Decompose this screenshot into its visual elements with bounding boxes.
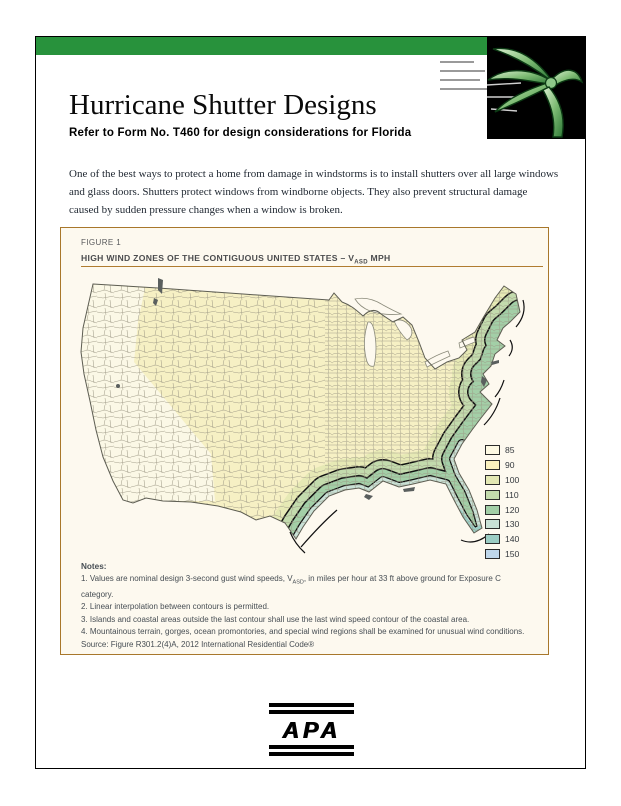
note-4: 4. Mountainous terrain, gorges, ocean promontories, and special wind regions shall be examined for unusual wind conditions. <box>81 627 525 637</box>
header-green-bar <box>36 37 487 55</box>
apa-logo-bar <box>269 710 354 714</box>
legend-swatch-110 <box>485 490 500 500</box>
legend-value: 85 <box>505 445 515 456</box>
notes-label: Notes: <box>81 562 107 571</box>
figure-notes <box>81 562 533 639</box>
legend-value: 120 <box>505 504 520 515</box>
page <box>35 36 586 769</box>
figure-title-rule <box>81 266 543 267</box>
note-1: 1. Values are nominal design 3-second gust wind speeds, $V_{ASD}$, in miles per hour at 33 ft above ground for Exposure C category. <box>81 574 501 599</box>
intro-paragraph: One of the best ways to protect a home from damage in windstorms is to install shutters over all large windows and glass doors. Shutters protect windows from windborne objects. They also prevent structural damage caused by sudden pressure changes when a window is broken. <box>69 168 559 216</box>
legend-row <box>485 517 519 532</box>
legend-value: 150 <box>505 548 520 559</box>
legend-row <box>485 458 519 473</box>
page-subtitle: Refer to Form No. T460 for design considerations for Florida <box>69 127 412 139</box>
legend-swatch-120 <box>485 505 500 515</box>
legend-value: 130 <box>505 519 520 530</box>
legend-swatch-100 <box>485 475 500 485</box>
legend-row <box>485 502 519 517</box>
legend-swatch-150 <box>485 549 500 559</box>
legend-row <box>485 487 519 502</box>
apa-logo <box>269 703 354 756</box>
apa-logo-text: APA <box>282 717 341 743</box>
map-legend <box>485 443 519 561</box>
figure-1-panel <box>60 227 549 655</box>
legend-swatch-130 <box>485 519 500 529</box>
apa-logo-bar <box>269 703 354 707</box>
note-3: 3. Islands and coastal areas outside the last contour shall use the last wind speed contour of the coastal area. <box>81 614 470 624</box>
legend-row <box>485 473 519 488</box>
figure-title: HIGH WIND ZONES OF THE CONTIGUOUS UNITED STATES – $V_{ASD}$ MPH <box>81 253 391 266</box>
legend-row <box>485 443 519 458</box>
legend-value: 110 <box>505 489 519 500</box>
figure-label: FIGURE 1 <box>81 238 122 247</box>
legend-swatch-140 <box>485 534 500 544</box>
wind-speed-lines <box>440 57 487 107</box>
apa-logo-bar <box>269 745 354 749</box>
legend-value: 90 <box>505 460 515 471</box>
palm-tree-icon <box>487 37 586 139</box>
note-2: 2. Linear interpolation between contours is permitted. <box>81 602 270 612</box>
legend-row <box>485 547 519 562</box>
legend-swatch-90 <box>485 460 500 470</box>
legend-row <box>485 532 519 547</box>
page-title: Hurricane Shutter Designs <box>69 89 377 121</box>
legend-value: 100 <box>505 474 520 485</box>
legend-swatch-85 <box>485 445 500 455</box>
figure-source: Source: Figure R301.2(4)A, 2012 International Residential Code® <box>81 640 315 649</box>
apa-logo-bar <box>269 752 354 756</box>
us-wind-zone-map <box>63 270 547 586</box>
apa-hurricane-logo <box>487 37 586 139</box>
legend-value: 140 <box>505 534 520 545</box>
